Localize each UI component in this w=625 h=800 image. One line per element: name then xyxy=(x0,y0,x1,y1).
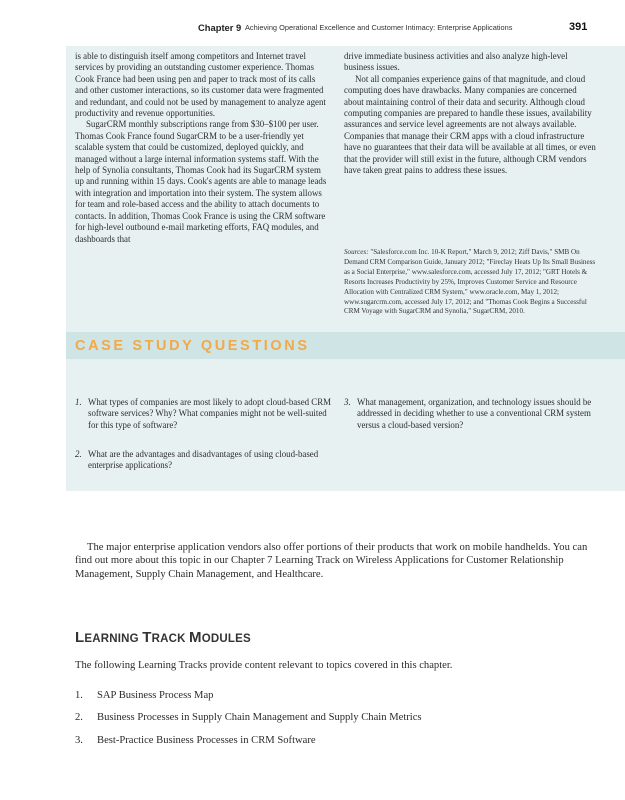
sources-citation xyxy=(344,248,596,317)
list-item xyxy=(75,689,595,702)
case-paragraph: Not all companies experience gains of that magnitude, and cloud computing does have drawbacks. Many companies are concerned about maintaining control of their data and security. Although cloud computing companies are prepared to handle these issues, availability assurances and service level agreements are not always available. Companies that manage their CRM apps with a cloud infrastructure have no guarantees that their data will be available at all times, or even that the provider will still exist in the future, although CRM vendors have taken great pains to address these issues. xyxy=(344,73,596,176)
case-paragraph: is able to distinguish itself among competitors and Internet travel services by providing an outstanding customer experience. Thomas Cook France had been using pen and paper to track most of its calls and other customer interactions, so its customer data were fragmented and redundant, and could not be used by management to analyze agent productivity and revenue opportunities. xyxy=(75,51,326,119)
chapter-subtitle: Achieving Operational Excellence and Customer Intimacy: Enterprise Applications xyxy=(245,23,513,32)
sources-text: "Salesforce.com Inc. 10-K Report," March 9, 2012; Ziff Davis," SMB On Demand CRM Comparison Guide, January 2012; "Fireclay Heats Up Its Small Business as a Social Enterprise," www.salesforce.com, accessed July 17, 2012; "GRT Hotels & Resorts Increases Productivity by 25%, Improves Customer Service and Resource Allocation with Centralized CRM System," www.oracle.com, May 1, 2012; www.sugarcrm.com, accessed July 17, 2012; and "Thomas Cook Begins a Successful CRM Voyage with SugarCRM and Synolia," SugarCRM, 2010. xyxy=(344,248,596,316)
case-question xyxy=(75,449,333,472)
list-text: SAP Business Process Map xyxy=(97,690,214,701)
list-number: 2. xyxy=(75,712,83,724)
case-question xyxy=(344,397,596,431)
list-item xyxy=(75,734,595,747)
case-questions-title: CASE STUDY QUESTIONS xyxy=(75,338,310,354)
question-text: What are the advantages and disadvantages of using cloud-based enterprise applications? xyxy=(88,449,319,471)
learning-track-list xyxy=(75,689,595,756)
case-paragraph: drive immediate business activities and also analyze high-level business issues. xyxy=(344,51,568,73)
question-text: What management, organization, and technology issues should be addressed in deciding whether to use a conventional CRM system versus a cloud-based version? xyxy=(357,397,592,430)
list-item xyxy=(75,711,595,724)
case-text-right-column xyxy=(344,51,596,176)
sources-label: Sources: xyxy=(344,248,369,256)
question-text: What types of companies are most likely to adopt cloud-based CRM software services? Why? What companies might not be well-suited for this type of software? xyxy=(88,397,332,430)
question-number: 3. xyxy=(344,397,351,407)
case-text-left-column xyxy=(75,51,327,245)
list-number: 3. xyxy=(75,734,83,746)
list-text: Best-Practice Business Processes in CRM Software xyxy=(97,734,316,746)
case-question xyxy=(75,397,333,431)
running-header xyxy=(0,22,625,38)
list-number: 1. xyxy=(75,690,83,701)
learning-track-intro: The following Learning Tracks provide content relevant to topics covered in this chapter. xyxy=(75,660,453,671)
list-text: Business Processes in Supply Chain Management and Supply Chain Metrics xyxy=(97,712,422,724)
page-number: 391 xyxy=(569,21,588,33)
body-paragraph: The major enterprise application vendors also offer portions of their products that work on mobile handhelds. You can find out more about this topic in our Chapter 7 Learning Track on Wireless Applications for Customer Relationship Management, Supply Chain Management, and Healthcare. xyxy=(75,542,588,580)
case-paragraph: SugarCRM monthly subscriptions range from $30–$100 per user. Thomas Cook France found SugarCRM to be a user-friendly yet scalable system that could be customized, deployed quickly, and managed without a large internal information systems staff. With the help of Synolia consultants, Thomas Cook had its SugarCRM system up and running within 15 days. Cook's agents are able to manage leads with integration and importation into their system. The system allows for team and role-based access and the ability to attach documents to contacts. In addition, Thomas Cook France is using the CRM software for high-level outbound e-mail marketing efforts, FAQ modules, and dashboards that xyxy=(75,119,327,244)
learning-track-heading: LEARNING TRACK MODULES xyxy=(75,629,251,646)
question-number: 2. xyxy=(75,449,82,459)
chapter-label: Chapter 9 xyxy=(198,22,242,33)
question-number: 1. xyxy=(75,397,82,407)
